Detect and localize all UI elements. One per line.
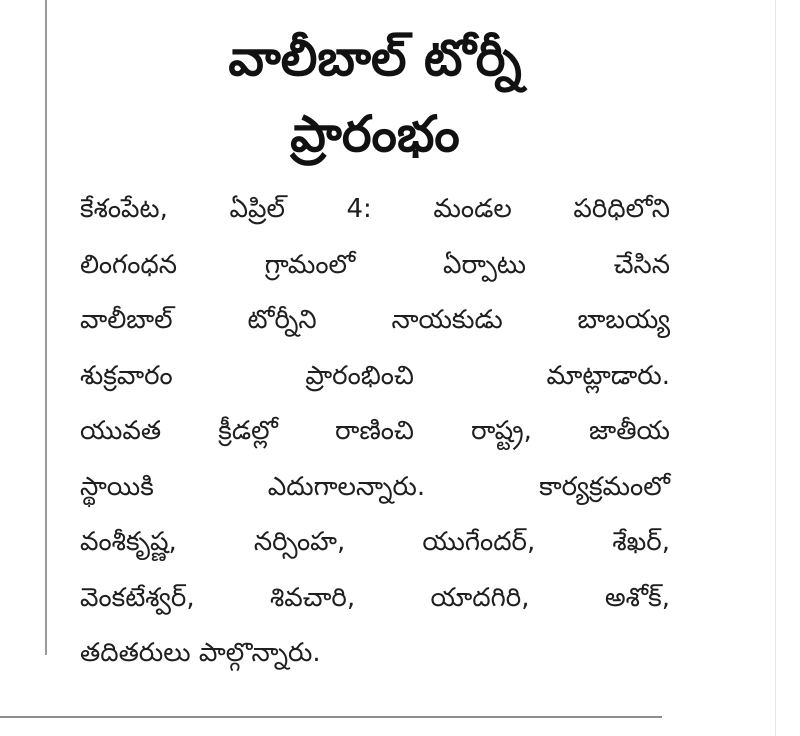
article-headline	[80, 20, 670, 172]
article-body	[80, 182, 670, 682]
body-line: తదితరులు పాల్గొన్నారు.	[80, 638, 321, 668]
body-line: వంశీకృష్ణ, నర్సింహ, యుగేందర్, శేఖర్,	[80, 527, 670, 557]
section-divider-horizontal	[0, 716, 662, 718]
body-line: స్థాయికి ఎదుగాలన్నారు. కార్యక్రమంలో	[80, 471, 670, 502]
body-line: లింగంధన గ్రామంలో ఏర్పాటు చేసిన	[80, 249, 670, 280]
headline-line-2: ప్రారంభం	[290, 105, 460, 163]
body-line: కేశంపేట, ఏప్రిల్ 4: మండల పరిధిలోని	[80, 194, 670, 224]
column-divider-vertical	[45, 0, 47, 655]
body-line: శుక్రవారం ప్రారంభించి మాట్లాడారు.	[80, 360, 670, 391]
news-article	[80, 20, 670, 682]
body-line: యువత క్రీడల్లో రాణించి రాష్ట్ర, జాతీయ	[80, 416, 670, 446]
body-line: వెంకటేశ్వర్, శివచారి, యాదగిరి, అశోక్,	[80, 582, 670, 613]
body-line: వాలీబాల్ టోర్నీని నాయకుడు బాబయ్య	[80, 305, 670, 335]
page-edge	[775, 0, 776, 736]
headline-line-1: వాలీబాల్ టోర్నీ	[228, 29, 522, 87]
